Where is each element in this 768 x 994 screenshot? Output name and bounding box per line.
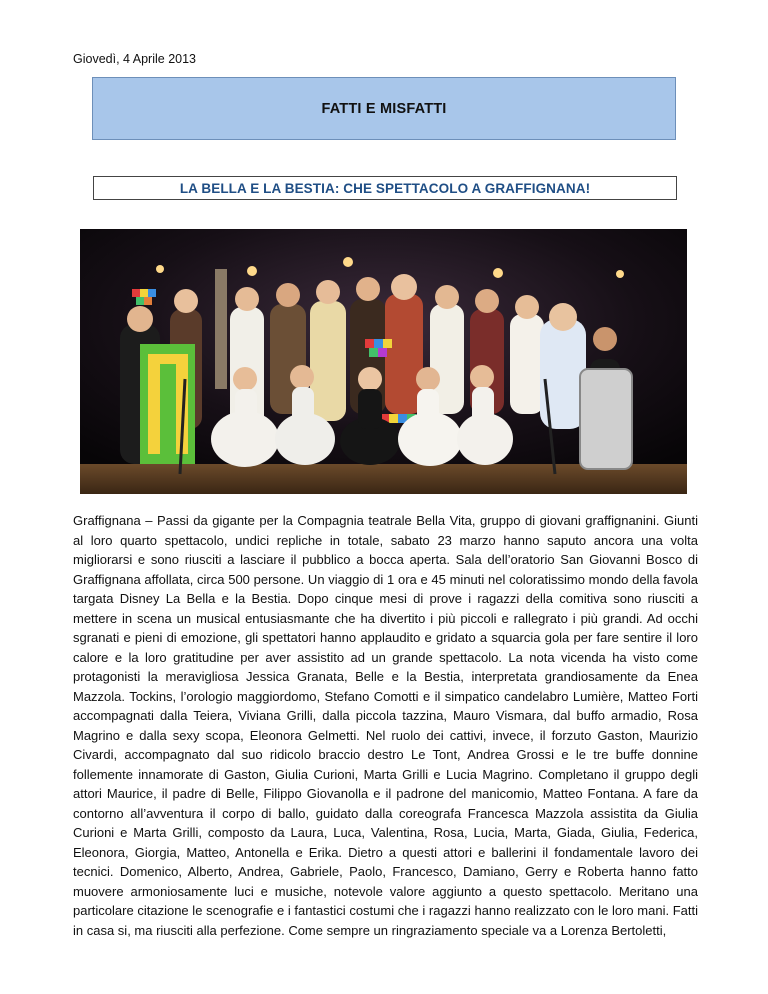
section-title: FATTI E MISFATTI — [321, 100, 447, 117]
section-banner — [92, 77, 676, 140]
article-headline: LA BELLA E LA BESTIA: CHE SPETTACOLO A GRAFFIGNANA! — [179, 180, 591, 196]
article-body: Graffignana – Passi da gigante per la Compagnia teatrale Bella Vita, gruppo di giovani graffignanini. Giunti al loro quarto spettacolo, undici repliche in totale, sabato 23 marzo hanno saputo ancora una volta migliorarsi e sono riusciti a lasciare il pubblico a bocca aperta. Sala dell’oratorio San Giovanni Bosco di Graffignana affollata, circa 500 persone. Un viaggio di 1 ora e 45 minuti nel coloratissimo mondo della favola targata Disney La Bella e la Bestia. Dopo cinque mesi di prove i ragazzi della comitiva sono riusciti a mettere in scena un musical entusiasmante che ha divertito i più piccoli e rallegrato i più grandi. Ad occhi sgranati e pieni di emozione, gli spettatori hanno applaudito e gridato a squarcia gola per fare sentire il loro calore e la loro gratitudine per aver assistito ad un grande spettacolo. La nota vicenda ha visto come protagonisti la meravigliosa Jessica Granata, Belle e la Bestia, interpretata grandiosamente da Enea Mazzola. Tockins, l’orologio maggiordomo, Stefano Comotti e il simpatico candelabro Lumière, Matteo Forti accompagnati dalla Teiera, Viviana Grilli, dalla piccola tazzina, Mauro Vismara, dal buffo armadio, Rosa Magrino e dalla sexy scopa, Eleonora Gelmetti. Nel ruolo dei cattivi, invece, il forzuto Gaston, Maurizio Civardi, accompagnato dal suo ridicolo braccio destro Le Tont, Andrea Grossi e le tre buffe donnine follemente innamorate di Gaston, Giulia Curioni, Marta Grilli e Lucia Magrino. Completano il gruppo degli attori Maurice, il padre di Belle, Filippo Giovanolla e il padrone del manicomio, Matteo Fontana. A fare da contorno all’avventura il corpo di ballo, guidato dalla coreografa Francesca Mazzola assistita da Giulia Curioni e Marta Grilli, composto da Laura, Luca, Valentina, Rosa, Lucia, Marta, Giada, Giulia, Federica, Eleonora, Giorgia, Matteo, Antonella e Erika. Dietro a questi attori e ballerini il fondamentale lavoro dei tecnici. Domenico, Alberto, Andrea, Gabriele, Paolo, Francesco, Damiano, Gerry e Roberta hanno fatto muovere armoniosamente luci e musiche, notevole valore aggiunto a questo spettacolo. Meritano una particolare citazione le scenografie e i fantastici costumi che i ragazzi hanno realizzato con le loro mani. Fatti in casa si, ma riusciti alla perfezione. Come sempre un ringraziamento speciale va a Lorenza Bertoletti, — [73, 513, 698, 938]
publication-date: Giovedì, 4 Aprile 2013 — [73, 52, 196, 66]
cast-photo — [80, 229, 687, 494]
article-headline-box — [93, 176, 677, 200]
